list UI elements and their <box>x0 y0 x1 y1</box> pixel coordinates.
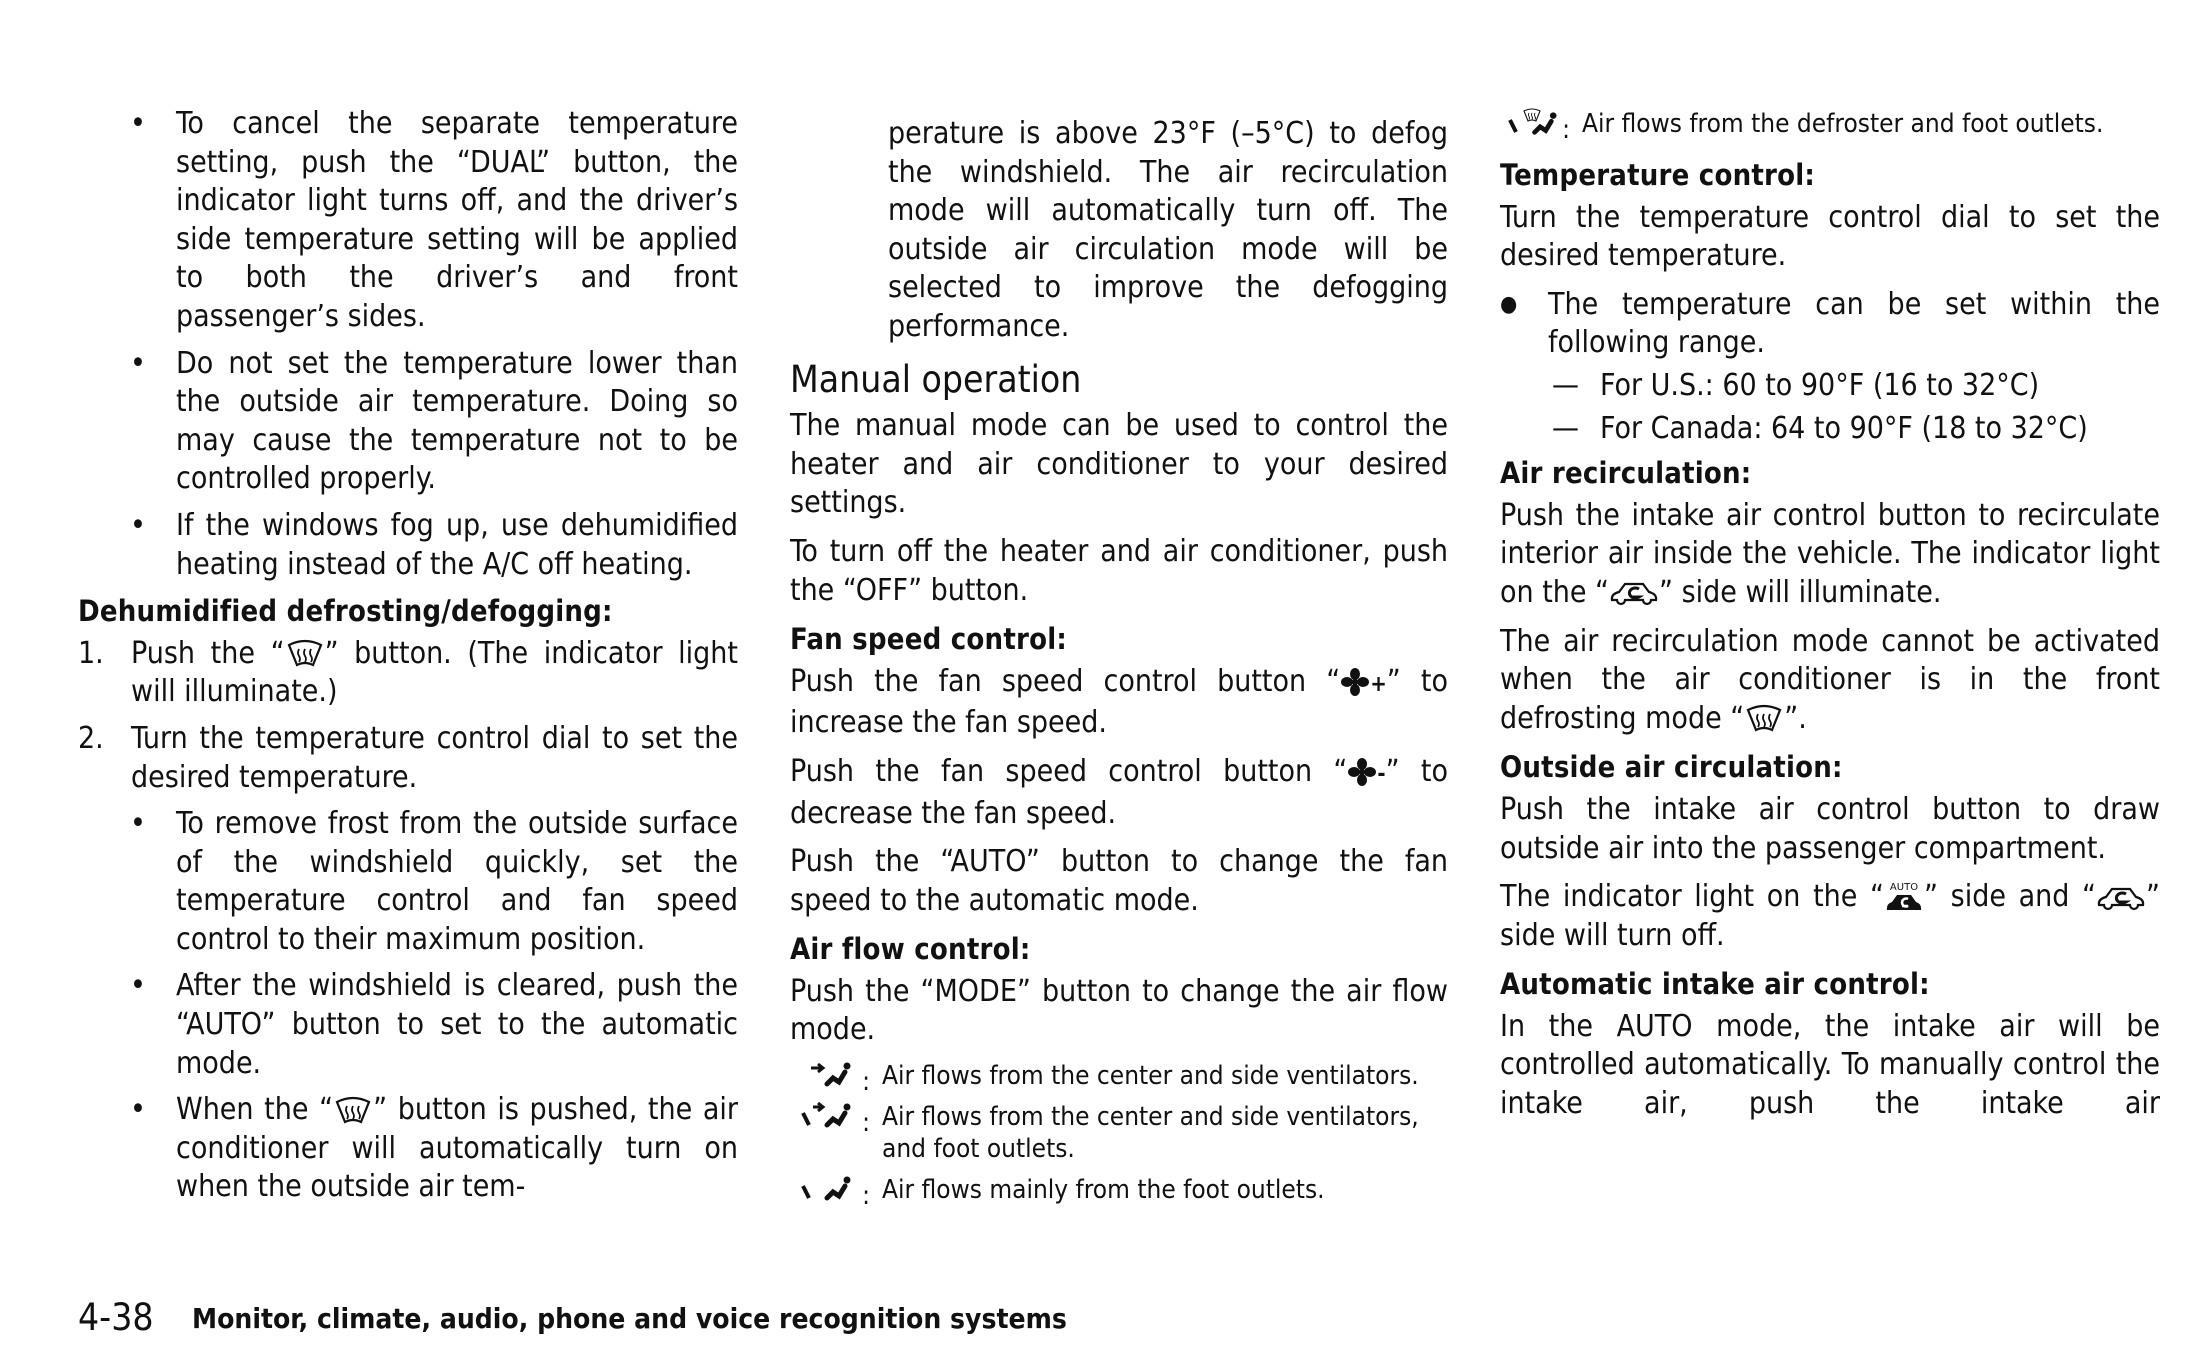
recirculation-text <box>1500 497 2160 613</box>
front-defroster-icon <box>333 1096 373 1126</box>
step-2 <box>78 720 738 797</box>
recirculation-car-icon <box>1609 578 1659 608</box>
continuation-text: perature is above 23°F (–5°C) to defog the windshield. The air recirculation mode will automatically turn off. The outside air circulation mode will be selected to improve the defogging performance. <box>888 116 1448 344</box>
bullet-when-defrost-pushed <box>78 1091 738 1207</box>
heading-automatic-intake: Automatic intake air control: <box>1500 967 1930 1002</box>
page-number: 4-38 <box>78 1296 154 1339</box>
off-instruction: To turn off the heater and air conditioner, push the “OFF” button. <box>790 533 1448 608</box>
text-post: ” to increase the fan speed. <box>790 663 1448 741</box>
airflow-intro: Push the “MODE” button to change the air flow mode. <box>790 973 1448 1048</box>
section-title-manual-operation: Manual operation <box>790 357 1082 401</box>
bullet-windows-fog: • If the windows fog up, use dehumidified heating instead of the A/C off heating. <box>78 507 738 584</box>
chapter-title: Monitor, climate, audio, phone and voice recognition systems <box>192 1302 1067 1335</box>
fan-icon <box>1347 757 1377 787</box>
fan-increase-text <box>790 663 1448 743</box>
text-post: ” side will illuminate. <box>1659 574 1942 610</box>
bullet-text-pre: When the “ <box>176 1092 334 1128</box>
mode-bi-level <box>790 1101 1448 1165</box>
manual-intro: The manual mode can be used to control the heater and air conditioner to your desired settings. <box>790 408 1448 521</box>
step-2-text: Turn the temperature control dial to set the desired temperature. <box>131 720 738 795</box>
mode-foot <box>790 1174 1448 1212</box>
range-us: — For U.S.: 60 to 90°F (16 to 32°C) <box>1500 367 2160 406</box>
outside-indicator-text <box>1500 878 2160 955</box>
step-1-text-pre: Push the “ <box>131 635 285 671</box>
recirculation-defrost-text <box>1500 623 2160 739</box>
text-pre: Push the fan speed control button “ <box>790 753 1348 789</box>
mode-description: Air flows mainly from the foot outlets. <box>882 1175 1325 1206</box>
bullet-cancel-dual: • To cancel the separate temperature setting, push the “DUAL” button, the indicator light turns off, and the driver’s side temperature setting will be applied to both the driver’s and front passenger’s sides. <box>78 105 738 337</box>
column-1 <box>78 105 738 1215</box>
defrost-foot-mode-icon: : <box>1500 108 1570 146</box>
text-pre: Push the intake air control button to recirculate interior air inside the vehicle. The indicator light on the “ <box>1500 497 2160 610</box>
minus-sign: - <box>1377 761 1386 787</box>
text-pre: Push the fan speed control button “ <box>790 663 1341 699</box>
text-pre: The indicator light on the “ <box>1500 879 1884 915</box>
text-post: ” to decrease the fan speed. <box>790 753 1448 831</box>
mode-description: Air flows from the center and side ventilators, and foot outlets. <box>882 1102 1419 1165</box>
mode-vent <box>790 1060 1448 1098</box>
text-post: ” side will turn off. <box>1500 879 2160 953</box>
step-1 <box>78 635 738 712</box>
column-3 <box>1500 108 2160 1124</box>
temperature-range-bullet: ● The temperature can be set within the following range. <box>1500 286 2160 363</box>
heading-air-flow: Air flow control: <box>790 932 1031 967</box>
column-2 <box>790 115 1448 1215</box>
step-1-text-post: ” button. (The indicator light will illuminate.) <box>131 635 738 710</box>
step-number: 1. <box>78 635 104 671</box>
mode-defrost-foot <box>1490 108 2160 145</box>
heading-dehumidified-defrosting: Dehumidified defrosting/defogging: <box>78 594 613 629</box>
heading-fan-speed: Fan speed control: <box>790 622 1067 657</box>
front-defroster-icon <box>285 639 325 669</box>
fan-icon <box>1340 667 1370 697</box>
recirculation-car-icon <box>2096 883 2146 913</box>
foot-mode-icon: : <box>800 1174 870 1212</box>
text-post: ”. <box>1784 700 1807 736</box>
mode-description: Air flows from the defroster and foot outlets. <box>1582 109 2104 139</box>
heading-outside-air: Outside air circulation: <box>1500 750 1843 785</box>
step-number: 2. <box>78 720 104 756</box>
heading-air-recirculation: Air recirculation: <box>1500 456 1752 491</box>
automatic-intake-text: In the AUTO mode, the intake air will be controlled automatically. To manually control the intake air, push the intake air <box>1500 1008 2160 1122</box>
range-canada: — For Canada: 64 to 90°F (18 to 32°C) <box>1500 410 2160 449</box>
outside-air-text: Push the intake air control button to draw outside air into the passenger compartment. <box>1500 791 2160 866</box>
bullet-do-not-set-lower: • Do not set the temperature lower than the outside air temperature. Doing so may cause the temperature not to be controlled properly. <box>78 345 738 499</box>
vent-mode-icon: : <box>800 1060 870 1098</box>
text-mid: ” side and “ <box>1924 879 2097 915</box>
front-defroster-icon <box>1744 704 1784 734</box>
plus-sign: + <box>1370 671 1387 697</box>
bullet-after-cleared: • After the windshield is cleared, push the “AUTO” button to set to the automatic mode. <box>78 967 738 1083</box>
auto-intake-car-icon <box>1884 880 1924 916</box>
temperature-control-text: Turn the temperature control dial to set the desired temperature. <box>1500 199 2160 274</box>
mode-description: Air flows from the center and side ventilators. <box>882 1061 1419 1092</box>
text-pre: The air recirculation mode cannot be activated when the air conditioner is in the front defrosting mode “ <box>1500 623 2160 736</box>
fan-decrease-text <box>790 753 1448 833</box>
bullet-text-post: ” button is pushed, the air conditioner will automatically turn on when the outside air tem- <box>176 1092 738 1205</box>
heading-temperature-control: Temperature control: <box>1500 158 1815 192</box>
fan-auto-text: Push the “AUTO” button to change the fan speed to the automatic mode. <box>790 844 1448 918</box>
bi-level-mode-icon: : <box>800 1101 870 1139</box>
bullet-remove-frost: • To remove frost from the outside surface of the windshield quickly, set the temperature control and fan speed control to their maximum position. <box>78 805 738 959</box>
